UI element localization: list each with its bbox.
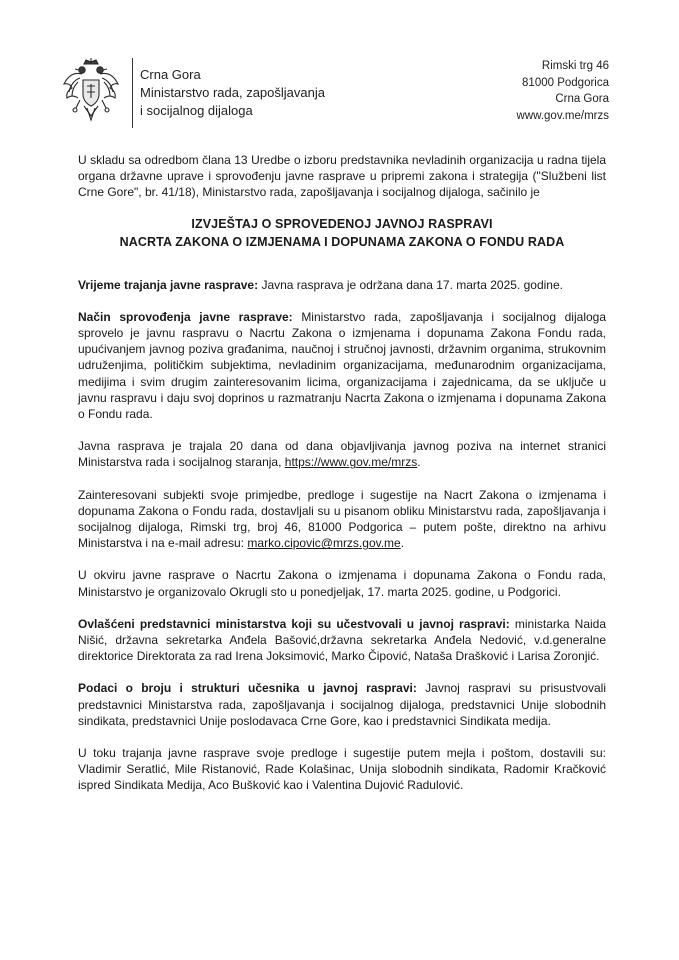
- period-paragraph: [78, 438, 606, 470]
- officials-paragraph: [78, 616, 606, 665]
- org-country: Crna Gora: [140, 67, 201, 82]
- participants-label: Podaci o broju i strukturi učesnika u javnoj raspravi:: [78, 681, 417, 696]
- duration-text: Javna rasprava je održana dana 17. marta 2025. godine.: [258, 277, 563, 292]
- title-line-1: IZVJEŠTAJ O SPROVEDENOJ JAVNOJ RASPRAVI: [191, 216, 493, 231]
- participants-text: Javnoj raspravi su prisustvovali predstavnici Ministarstva rada, zapošljavanja i socijalnog dijaloga, predstavnici Unije slobodnih sindikata, predstavnici Unije poslodavaca Crne Gore, kao i predstavnici Sindikata medija.: [78, 681, 606, 728]
- submission-text: Zainteresovani subjekti svoje primjedbe, predloge i sugestije na Nacrt Zakona o izmjenama i dopunama Zakona o Fondu rada, dostavljali su u pisanom obliku Ministarstvu rada, zapošljavanja i socijalnog dijaloga, Rimski trg, broj 46, 81000 Podgorica – putem pošte, direktno na arhivu Ministarstva i na e-mail adresu:: [78, 487, 606, 551]
- address-country: Crna Gora: [555, 93, 609, 105]
- org-ministry: Ministarstvo rada, zapošljavanja: [140, 85, 325, 100]
- organization-block: [140, 66, 325, 120]
- address-website[interactable]: www.gov.me/mrzs: [516, 109, 609, 122]
- roundtable-paragraph: U okviru javne rasprave o Nacrtu Zakona o izmjenama i dopunama Zakona o Fondu rada, Ministarstvo je organizovalo Okrugli sto u ponedjeljak, 17. marta 2025. godine, u Podgorici.: [78, 568, 606, 599]
- intro-paragraph: U skladu sa odredbom člana 13 Uredbe o izboru predstavnika nevladinih organizacija u radna tijela organa državne uprave i sprovođenju javne rasprave u pripremi zakona i strategija ("Službeni list Crne Gore", br. 41/18), Ministarstvo rada, zapošljavanja i socijalnog dijaloga, sačinilo je: [78, 153, 606, 200]
- address-city: 81000 Podgorica: [522, 76, 609, 89]
- document-title: [78, 215, 606, 251]
- officials-label: Ovlašćeni predstavnici ministarstva koji su učestvovali u javnoj raspravi:: [78, 616, 510, 631]
- period-end: .: [417, 455, 421, 470]
- duration-paragraph: [78, 277, 606, 293]
- header-divider: [132, 58, 133, 128]
- period-text: Javna rasprava je trajala 20 dana od dana objavljivanja javnog poziva na internet stranici Ministarstva rada i socijalnog staranja,: [78, 439, 606, 470]
- proposals-paragraph: U toku trajanja javne rasprave svoje predloge i sugestije putem mejla i poštom, dostavili su: Vladimir Seratlić, Mile Ristanović, Rade Kolašinac, Unija slobodnih sindikata, Radomir Kračković ispred Sindikata Medija, Aco Bušković kao i Valentina Dujović Radulović.: [78, 746, 606, 793]
- email-link[interactable]: marko.cipovic@mrzs.gov.me: [247, 536, 401, 551]
- coat-of-arms-icon: [62, 58, 120, 124]
- participants-paragraph: [78, 680, 606, 729]
- title-line-2: NACRTA ZAKONA O IZMJENAMA I DOPUNAMA ZAKONA O FONDU RADA: [119, 234, 565, 249]
- org-ministry-cont: i socijalnog dijaloga: [140, 103, 253, 118]
- submission-end: .: [400, 536, 405, 551]
- address-block: [517, 58, 609, 124]
- ministry-website-link[interactable]: https://www.gov.me/mrzs: [284, 455, 418, 470]
- document-body: [78, 152, 606, 810]
- submission-paragraph: [78, 487, 606, 552]
- method-label: Način sprovođenja javne rasprave:: [78, 309, 293, 324]
- officials-text: ministarka Naida Nišić, državna sekretarka Anđela Bašović,državna sekretarka Anđela Nedović, v.d.generalne direktorice Direktorata za rad Irena Joksimović, Marko Čipović, Nataša Drašković i Larisa Zoronjić.: [78, 616, 607, 664]
- method-text: Ministarstvo rada, zapošljavanja i socijalnog dijaloga sprovelo je javnu raspravu o Nacrtu Zakona o izmjenama i dopunama Zakona Fondu rada, upućivanjem javnog poziva građanima, naučnoj i stručnoj javnosti, državnim organima, strukovnim udruženjima, političkim subjektima, nevladinim organizacijama, međunarodnim organizacijama, medijima i svim drugim zainteresovanim licima, organizacijama i zajednicama, da se uključe u javnu raspravu i daju svoj doprinos u razmatranju Nacrta Zakona o izmjenama i dopunama Zakona o Fondu rada.: [78, 309, 607, 422]
- duration-label: Vrijeme trajanja javne rasprave:: [78, 277, 259, 292]
- method-paragraph: [78, 309, 606, 422]
- address-street: Rimski trg 46: [541, 60, 609, 72]
